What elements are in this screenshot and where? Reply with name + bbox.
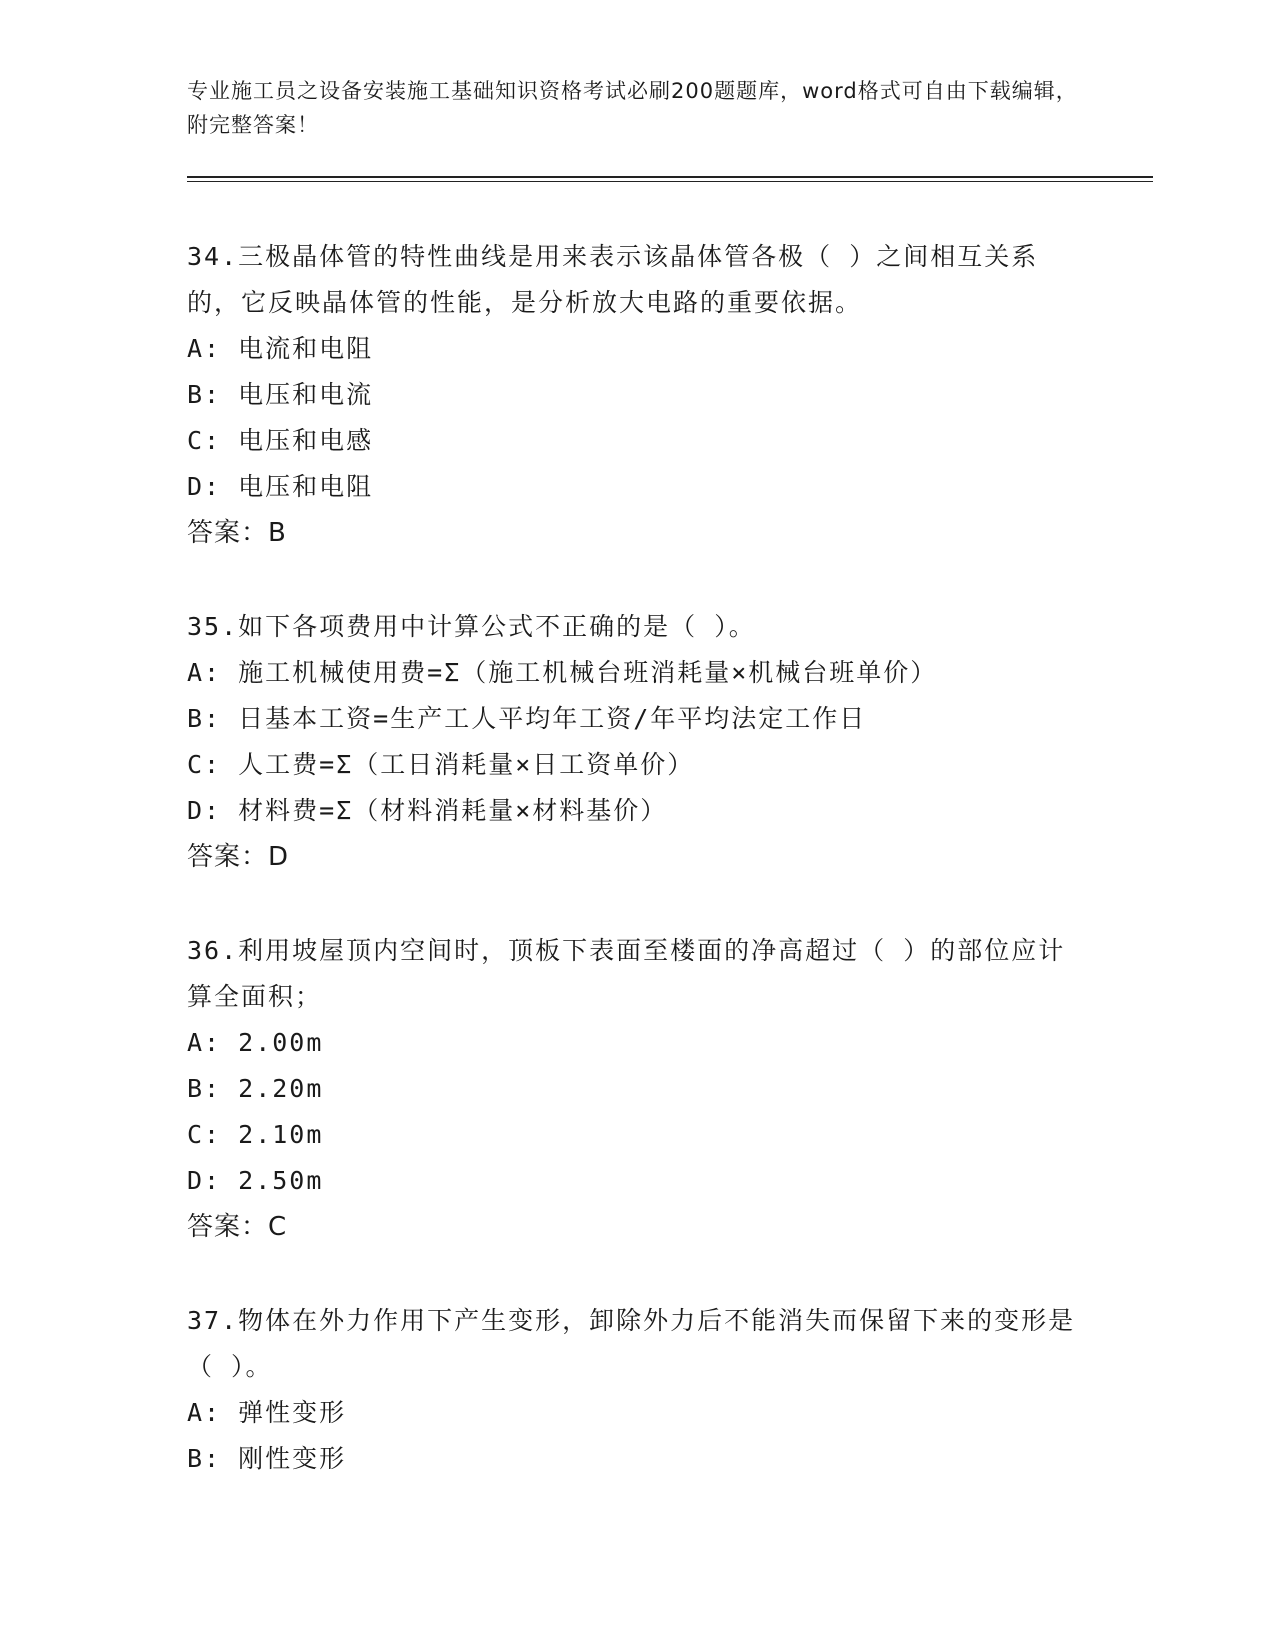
option-a: A: 施工机械使用费=Σ（施工机械台班消耗量×机械台班单价） — [187, 658, 938, 687]
option-a: A: 电流和电阻 — [187, 334, 374, 363]
option-a: A: 弹性变形 — [187, 1398, 347, 1427]
answer-line: 答案：D — [187, 842, 290, 872]
question-37 — [187, 1298, 1087, 1482]
header-divider-thin — [187, 181, 1153, 182]
header-title: 专业施工员之设备安装施工基础知识资格考试必刷200题题库，word格式可自由下载编辑，附完整答案！ — [187, 79, 1078, 137]
question-34 — [187, 234, 1087, 556]
option-b: B: 刚性变形 — [187, 1444, 347, 1473]
option-d: D: 2.50m — [187, 1166, 324, 1195]
answer-line: 答案：B — [187, 518, 287, 548]
question-stem: 37.物体在外力作用下产生变形，卸除外力后不能消失而保留下来的变形是（ ）。 — [187, 1306, 1076, 1381]
option-c: C: 人工费=Σ（工日消耗量×日工资单价） — [187, 750, 695, 779]
document-header — [187, 74, 1087, 142]
question-stem: 36.利用坡屋顶内空间时，顶板下表面至楼面的净高超过（ ）的部位应计算全面积； — [187, 936, 1066, 1011]
option-b: B: 2.20m — [187, 1074, 324, 1103]
header-divider-thick — [187, 176, 1153, 178]
question-36 — [187, 928, 1087, 1250]
option-c: C: 2.10m — [187, 1120, 324, 1149]
option-d: D: 材料费=Σ（材料消耗量×材料基价） — [187, 796, 668, 825]
question-stem: 34.三极晶体管的特性曲线是用来表示该晶体管各极（ ）之间相互关系的，它反映晶体管的性能，是分析放大电路的重要依据。 — [187, 242, 1039, 317]
question-35 — [187, 604, 1087, 880]
answer-line: 答案：C — [187, 1212, 288, 1242]
option-d: D: 电压和电阻 — [187, 472, 374, 501]
question-list — [187, 234, 1087, 1530]
option-c: C: 电压和电感 — [187, 426, 374, 455]
option-b: B: 电压和电流 — [187, 380, 374, 409]
question-stem: 35.如下各项费用中计算公式不正确的是（ ）。 — [187, 612, 756, 641]
option-a: A: 2.00m — [187, 1028, 324, 1057]
option-b: B: 日基本工资=生产工人平均年工资/年平均法定工作日 — [187, 704, 867, 733]
